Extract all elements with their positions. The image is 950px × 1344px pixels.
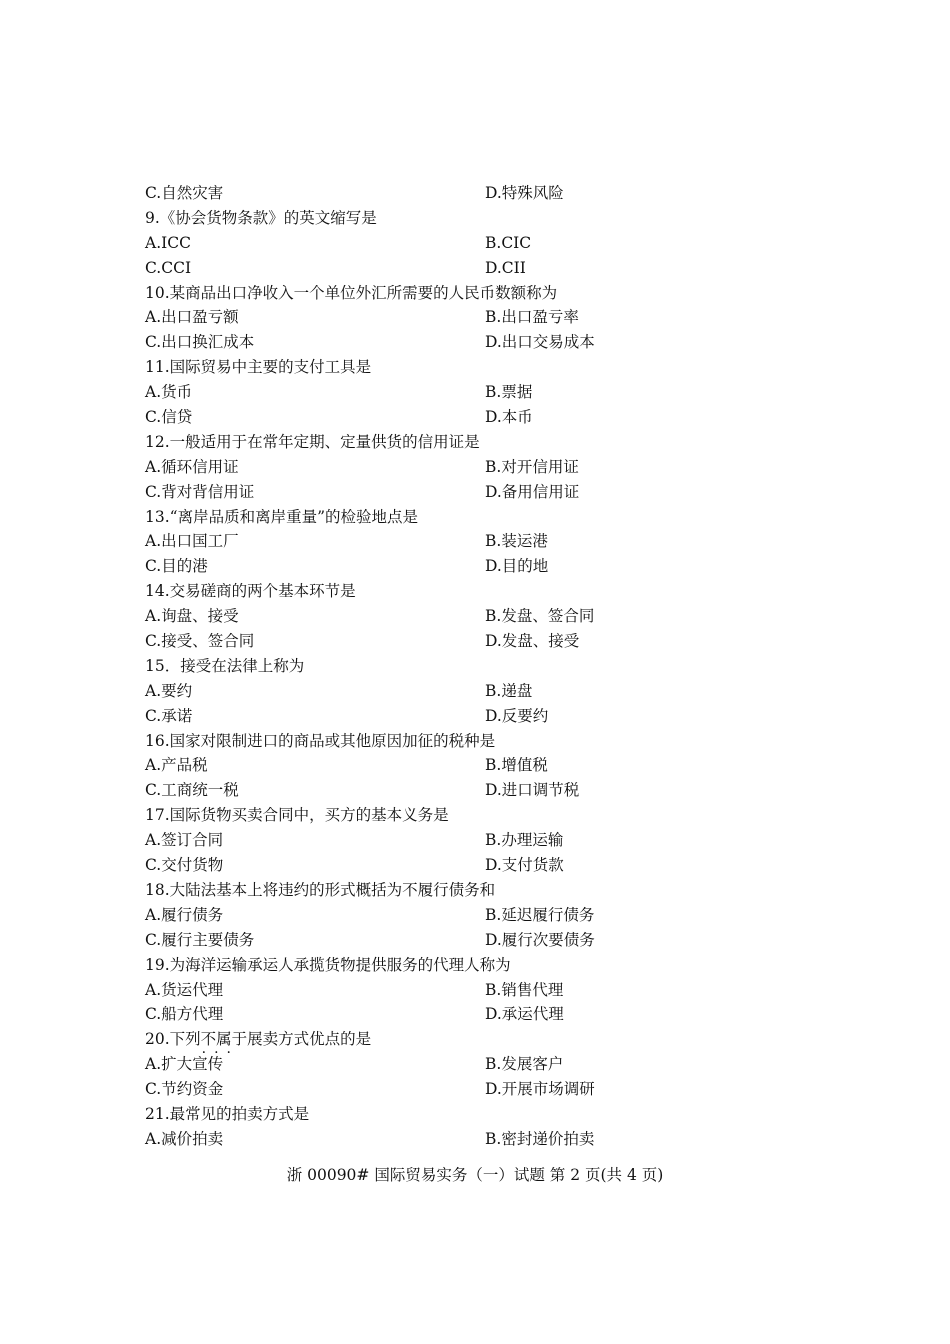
option-b: B.密封递价拍卖 (485, 1129, 595, 1148)
option-row (145, 305, 845, 330)
option-b: B.CIC (485, 233, 532, 252)
option-a: A.出口盈亏额 (145, 308, 239, 327)
option-b: B.装运港 (485, 532, 548, 551)
option-d: D.本币 (485, 408, 533, 427)
option-a: A.履行债务 (145, 905, 224, 924)
option-c: C.交付货物 (145, 856, 224, 875)
option-row (145, 231, 845, 256)
question-stem: 14.交易磋商的两个基本环节是 (145, 582, 356, 601)
question-stem: 21.最常见的拍卖方式是 (145, 1104, 310, 1123)
question-stem (145, 1027, 845, 1052)
option-d: D.支付货款 (485, 856, 564, 875)
option-row (145, 679, 845, 704)
option-b: B.发展客户 (485, 1055, 564, 1074)
option-d: D.履行次要债务 (485, 930, 595, 949)
option-row (145, 480, 845, 505)
question-list (145, 206, 845, 1027)
option-row (145, 405, 845, 430)
option-b: B.办理运输 (485, 831, 564, 850)
option-a: A.扩大宣传 (145, 1055, 224, 1074)
option-row (145, 330, 845, 355)
option-d: D.目的地 (485, 557, 549, 576)
option-c: C.自然灾害 (145, 184, 224, 202)
option-c: C.工商统一税 (145, 781, 239, 800)
option-row (145, 853, 845, 878)
page-footer: 浙 00090# 国际贸易实务（一）试题 第 2 页(共 4 页) (286, 1166, 664, 1184)
option-row (145, 455, 845, 480)
option-d: D.开展市场调研 (485, 1080, 595, 1099)
option-c: C.目的港 (145, 557, 208, 576)
option-row (145, 753, 845, 778)
question-text: 展卖方式优点的是 (247, 1030, 372, 1049)
option-d: D.CII (485, 258, 526, 277)
option-c: C.出口换汇成本 (145, 333, 255, 352)
option-d: D.反要约 (485, 706, 549, 725)
option-c: C.履行主要债务 (145, 930, 255, 949)
option-row (145, 704, 845, 729)
option-row (145, 529, 845, 554)
option-row (145, 1052, 845, 1077)
option-b: B.出口盈亏率 (485, 308, 579, 327)
option-b: B.递盘 (485, 681, 533, 700)
option-row (145, 1002, 845, 1027)
question-stem: 15．接受在法律上称为 (145, 656, 305, 675)
option-a: A.减价拍卖 (145, 1129, 224, 1148)
question-stem: 10.某商品出口净收入一个单位外汇所需要的人民币数额称为 (145, 283, 558, 302)
option-b: B.延迟履行债务 (485, 905, 595, 924)
question-stem: 18.大陆法基本上将违约的形式概括为不履行债务和 (145, 880, 496, 899)
option-row (145, 256, 845, 281)
option-a: A.循环信用证 (145, 457, 239, 476)
option-a: A.货运代理 (145, 980, 224, 999)
option-row (145, 629, 845, 654)
question-stem: 19.为海洋运输承运人承揽货物提供服务的代理人称为 (145, 955, 511, 974)
option-d: D.发盘、接受 (485, 632, 580, 651)
question-stem: 12.一般适用于在常年定期、定量供货的信用证是 (145, 432, 480, 451)
option-row (145, 181, 845, 206)
option-c: C.信贷 (145, 408, 193, 427)
option-b: B.对开信用证 (485, 457, 579, 476)
option-b: B.销售代理 (485, 980, 564, 999)
option-d: D.进口调节税 (485, 781, 580, 800)
question-stem: 9.《协会货物条款》的英文缩写是 (145, 208, 377, 227)
option-c: C.船方代理 (145, 1005, 224, 1024)
option-row (145, 1077, 845, 1102)
option-row (145, 978, 845, 1003)
question-stem: 16.国家对限制进口的商品或其他原因加征的税种是 (145, 731, 496, 750)
option-b: B.票据 (485, 383, 533, 402)
option-a: A.ICC (145, 233, 191, 252)
option-d: D.备用信用证 (485, 482, 580, 501)
option-d: D.承运代理 (485, 1005, 564, 1024)
question-stem: 11.国际贸易中主要的支付工具是 (145, 358, 372, 377)
option-c: C.节约资金 (145, 1080, 224, 1099)
option-row (145, 903, 845, 928)
option-a: A.询盘、接受 (145, 607, 239, 626)
option-row (145, 1127, 845, 1152)
question-text: 20.下列 (145, 1030, 201, 1049)
option-c: C.背对背信用证 (145, 482, 255, 501)
option-b: B.增值税 (485, 756, 548, 775)
option-a: A.要约 (145, 681, 193, 700)
question-stem: 17.国际货物买卖合同中，买方的基本义务是 (145, 806, 449, 825)
option-c: C.承诺 (145, 706, 193, 725)
option-a: A.货币 (145, 383, 193, 402)
option-a: A.产品税 (145, 756, 208, 775)
option-a: A.出口国工厂 (145, 532, 239, 551)
option-d: D.特殊风险 (485, 184, 564, 202)
question-stem: 13.“离岸品质和离岸重量”的检验地点是 (145, 507, 418, 526)
emphasized-text: 不属于 ··· (201, 1030, 248, 1048)
option-row (145, 928, 845, 953)
option-a: A.签订合同 (145, 831, 224, 850)
exam-page (145, 181, 845, 1152)
option-row (145, 554, 845, 579)
option-b: B.发盘、签合同 (485, 607, 595, 626)
option-row (145, 604, 845, 629)
option-row (145, 778, 845, 803)
option-c: C.CCI (145, 258, 192, 277)
option-row (145, 380, 845, 405)
option-row (145, 828, 845, 853)
option-c: C.接受、签合同 (145, 632, 255, 651)
option-d: D.出口交易成本 (485, 333, 595, 352)
